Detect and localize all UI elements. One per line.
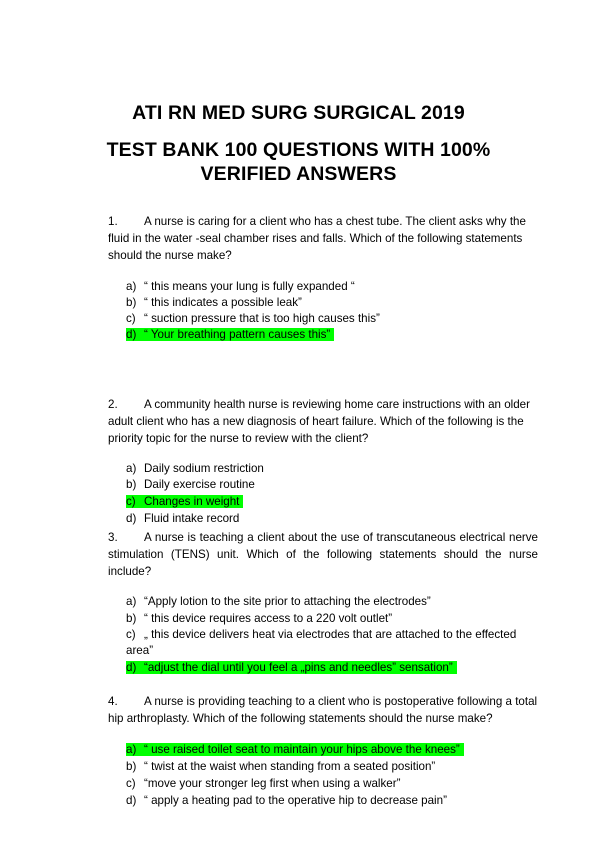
option-letter: d) [126, 328, 137, 341]
option-4a-correct [126, 742, 464, 758]
option-1d-correct [126, 327, 334, 343]
option-text: “ use raised toilet seat to maintain your hips above the knees” [144, 743, 460, 756]
option-letter: b) [126, 478, 137, 491]
option-3c [126, 627, 536, 659]
option-1b [126, 295, 302, 311]
question-3 [108, 529, 538, 580]
question-1 [108, 213, 538, 264]
question-2 [108, 396, 538, 447]
option-letter: c) [126, 312, 136, 325]
correct-answer-highlight [126, 743, 464, 756]
option-letter: d) [126, 512, 137, 525]
question-text: A nurse is providing teaching to a client who is postoperative following a total hip arthroplasty. Which of the following statements should the nurse make? [108, 695, 538, 725]
option-letter: a) [126, 595, 137, 608]
option-text: “ apply a heating pad to the operative hip to decrease pain” [144, 794, 447, 807]
option-text: Changes in weight [144, 495, 240, 508]
option-letter: c) [126, 495, 136, 508]
question-number: 1. [108, 215, 118, 228]
option-letter: c) [126, 628, 136, 641]
option-text: “move your stronger leg first when using a walker” [144, 777, 401, 790]
option-2c-correct [126, 494, 243, 510]
option-text: “ this means your lung is fully expanded “ [144, 280, 355, 293]
option-text: „ this device delivers heat via electrodes that are attached to the effected area” [126, 628, 517, 657]
option-letter: b) [126, 296, 137, 309]
document-title-line1: ATI RN MED SURG SURGICAL 2019 [132, 102, 465, 124]
question-text: A community health nurse is reviewing home care instructions with an older adult client who has a new diagnosis of heart failure. Which of the following is the priority topic for the nurse to review with the client? [108, 398, 530, 445]
question-4 [108, 693, 538, 727]
option-text: “adjust the dial until you feel a „pins and needles” sensation” [144, 661, 453, 674]
option-4d [126, 793, 447, 809]
option-text: “ suction pressure that is too high causes this” [144, 312, 380, 325]
option-3d-correct [126, 660, 457, 676]
question-text: A nurse is caring for a client who has a chest tube. The client asks why the fluid in the water -seal chamber rises and falls. Which of the following statements should the nurse make? [108, 215, 526, 262]
option-text: “ this indicates a possible leak” [144, 296, 302, 309]
document-title-line2: TEST BANK 100 QUESTIONS WITH 100% [106, 139, 491, 161]
question-number: 3. [108, 531, 118, 544]
option-letter: d) [126, 794, 137, 807]
option-letter: a) [126, 462, 137, 475]
option-3b [126, 611, 392, 627]
option-letter: c) [126, 777, 136, 790]
option-2a [126, 461, 264, 477]
option-text: “ Your breathing pattern causes this” [144, 328, 331, 341]
option-text: Daily exercise routine [144, 478, 255, 491]
option-text: Daily sodium restriction [144, 462, 264, 475]
option-4b [126, 759, 435, 775]
option-letter: a) [126, 280, 137, 293]
option-letter: b) [126, 612, 137, 625]
option-2d [126, 511, 239, 527]
option-1a [126, 279, 355, 295]
option-text: “Apply lotion to the site prior to attaching the electrodes” [144, 595, 431, 608]
option-text: Fluid intake record [144, 512, 240, 525]
option-text: “ twist at the waist when standing from a seated position” [144, 760, 436, 773]
option-1c [126, 311, 380, 327]
question-number: 4. [108, 695, 118, 708]
correct-answer-highlight [126, 661, 457, 674]
option-letter: b) [126, 760, 137, 773]
option-letter: d) [126, 661, 137, 674]
question-text: A nurse is teaching a client about the use of transcutaneous electrical nerve stimulation (TENS) unit. Which of the following statements should the nurse include? [108, 531, 538, 578]
option-4c [126, 776, 400, 792]
document-title-line3: VERIFIED ANSWERS [200, 163, 397, 185]
question-number: 2. [108, 398, 118, 411]
correct-answer-highlight [126, 328, 334, 341]
option-text: “ this device requires access to a 220 volt outlet” [144, 612, 393, 625]
option-3a [126, 594, 431, 610]
correct-answer-highlight [126, 495, 243, 508]
option-2b [126, 477, 255, 493]
option-letter: a) [126, 743, 137, 756]
